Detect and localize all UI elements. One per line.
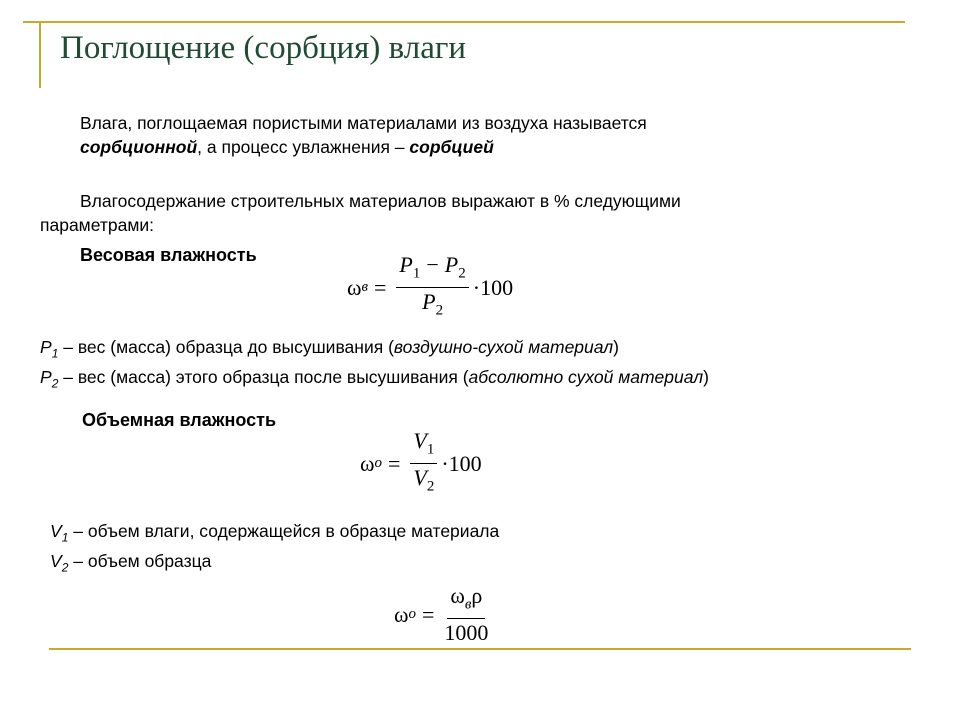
volume-fraction (410, 428, 437, 500)
weight-fraction (396, 252, 468, 324)
intro-line-1: Влага, поглощаемая пористыми материалами из воздуха называется (80, 113, 647, 133)
moisture-line-2: параметрами: (40, 215, 155, 235)
p1-definition: $P_1$ – вес (масса) образца до высушивания (воздушно-сухой материал) (40, 337, 619, 361)
weight-denominator: $P_2$ (422, 289, 444, 319)
top-rule (23, 21, 905, 23)
moisture-paragraph (40, 189, 681, 237)
equals-sign: = (387, 450, 401, 476)
intro-mid: , а процесс увлажнения – (197, 137, 410, 157)
term-sorption: сорбцией (409, 137, 494, 157)
multiplier: ·100 (472, 274, 514, 300)
volume-denominator: $V_2$ (413, 465, 435, 495)
relation-denominator: 1000 (444, 620, 489, 646)
volume-moisture-formula (360, 428, 482, 500)
multiplier: ·100 (441, 450, 482, 476)
omega-subscript: о (374, 455, 382, 472)
left-accent-rule (39, 22, 41, 88)
weight-moisture-heading: Весовая влажность (80, 245, 257, 265)
term-sorption-adj: сорбционной (80, 137, 198, 157)
equals-sign: = (421, 601, 435, 627)
omega-symbol: ω (347, 274, 362, 300)
volume-moisture-heading: Объемная влажность (82, 410, 277, 430)
relation-numerator: $\omega_в\rho$ (447, 583, 485, 619)
weight-numerator: $P_1 - P_2$ (396, 252, 468, 288)
moisture-line-1: Влагосодержание строительных материалов выражают в % следующими (80, 191, 681, 211)
omega-subscript: о (408, 606, 416, 623)
omega-symbol: ω (360, 450, 375, 476)
relation-formula (394, 583, 492, 646)
volume-numerator: $V_1$ (410, 428, 437, 464)
intro-line-2 (80, 135, 647, 159)
v2-definition: $V_2$ – объем образца (50, 551, 212, 575)
weight-moisture-formula (347, 252, 513, 324)
omega-symbol: ω (394, 601, 409, 627)
intro-paragraph (80, 111, 647, 159)
omega-subscript: в (361, 279, 368, 296)
equals-sign: = (374, 274, 387, 300)
v1-definition: $V_1$ – объем влаги, содержащейся в образце материала (50, 521, 500, 545)
slide-title: Поглощение (сорбция) влаги (60, 30, 467, 66)
p2-definition: $P_2$ – вес (масса) этого образца после высушивания (абсолютно сухой материал) (40, 367, 709, 391)
relation-fraction (444, 583, 488, 646)
bottom-rule (49, 648, 911, 650)
